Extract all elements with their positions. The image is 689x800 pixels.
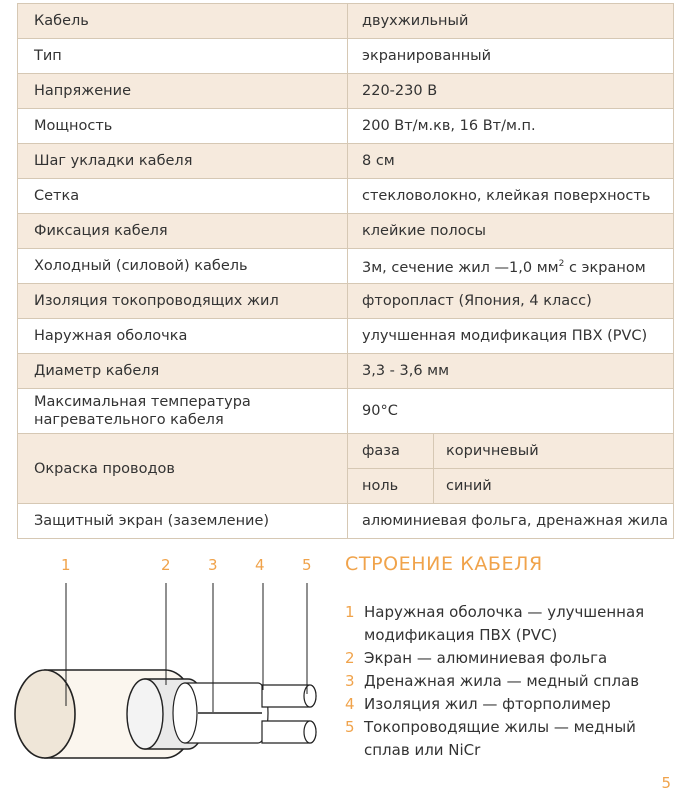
wire-key: фаза [348,434,434,469]
spec-label: Защитный экран (заземление) [18,504,348,539]
spec-row-mesh [18,179,674,214]
spec-label: Мощность [18,109,348,144]
legend-text: Дренажная жила — медный сплав [364,672,640,690]
structure-title: СТРОЕНИЕ КАБЕЛЯ [345,553,543,575]
legend-text: Изоляция жил — фторполимер [364,695,611,713]
spec-value: 200 Вт/м.кв, 16 Вт/м.п. [348,109,674,144]
legend-item [345,716,685,762]
legend-number: 2 [345,649,355,667]
legend-number: 3 [345,672,355,690]
diagram-label-5: 5 [302,556,312,574]
spec-label: Изоляция токопроводящих жил [18,284,348,319]
spec-value: 3,3 - 3,6 мм [348,354,674,389]
diagram-label-1: 1 [61,556,71,574]
spec-row-laying-step [18,144,674,179]
spec-label: Напряжение [18,74,348,109]
legend-text: сплав или NiCr [364,741,481,759]
value-text-tail: с экраном [564,259,646,276]
label-line: нагревательного кабеля [34,412,224,428]
legend-text: модификация ПВХ (PVC) [364,626,558,644]
spec-value: двухжильный [348,4,674,39]
diagram-label-4: 4 [255,556,265,574]
spec-value: фторопласт (Япония, 4 класс) [348,284,674,319]
legend-number: 4 [345,695,355,713]
spec-value: улучшенная модификация ПВХ (PVC) [348,319,674,354]
page-number: 5 [661,774,671,792]
cable-diagram [0,540,340,790]
wire-color: коричневый [434,434,674,469]
spec-label: Холодный (силовой) кабель [18,249,348,284]
spec-row-diameter [18,354,674,389]
legend-item [345,670,685,693]
spec-label: Наружная оболочка [18,319,348,354]
spec-value: клейкие полосы [348,214,674,249]
spec-row-power [18,109,674,144]
spec-label: Диаметр кабеля [18,354,348,389]
value-text: 3м, сечение жил —1,0 мм [362,259,559,276]
spec-label: Тип [18,39,348,74]
structure-legend [345,601,685,762]
wire-key: ноль [348,469,434,504]
wire-color: синий [434,469,674,504]
spec-value [348,249,674,284]
value-superscript: 2 [558,259,565,270]
spec-row-cold-cable [18,249,674,284]
diagram-label-2: 2 [161,556,171,574]
spec-table [17,3,674,539]
legend-item [345,693,685,716]
legend-text: Токопроводящие жилы — медный [364,718,636,736]
spec-value: экранированный [348,39,674,74]
legend-item [345,601,685,647]
spec-value: 220-230 В [348,74,674,109]
spec-row-max-temp [18,389,674,434]
spec-row-type [18,39,674,74]
spec-row-shield [18,504,674,539]
spec-label: Кабель [18,4,348,39]
insulated-cores-shape [262,685,316,743]
spec-label: Окраска проводов [18,434,348,504]
legend-text: Наружная оболочка — улучшенная [364,603,645,621]
spec-row-wire-color-phase [18,434,674,469]
label-line: Максимальная температура [34,394,251,410]
spec-label: Сетка [18,179,348,214]
legend-number: 5 [345,718,355,736]
spec-row-voltage [18,74,674,109]
diagram-label-3: 3 [208,556,218,574]
spec-label: Шаг укладки кабеля [18,144,348,179]
spec-value: алюминиевая фольга, дренажная жила [348,504,674,539]
legend-item [345,647,685,670]
spec-value: 8 см [348,144,674,179]
spec-label [18,389,348,434]
spec-value: 90°С [348,389,674,434]
spec-row-insulation [18,284,674,319]
spec-row-outer-sheath [18,319,674,354]
spec-row-fixation [18,214,674,249]
legend-text: Экран — алюминиевая фольга [364,649,608,667]
spec-row-cable [18,4,674,39]
spec-value: стекловолокно, клейкая поверхность [348,179,674,214]
spec-label: Фиксация кабеля [18,214,348,249]
legend-number: 1 [345,603,355,621]
